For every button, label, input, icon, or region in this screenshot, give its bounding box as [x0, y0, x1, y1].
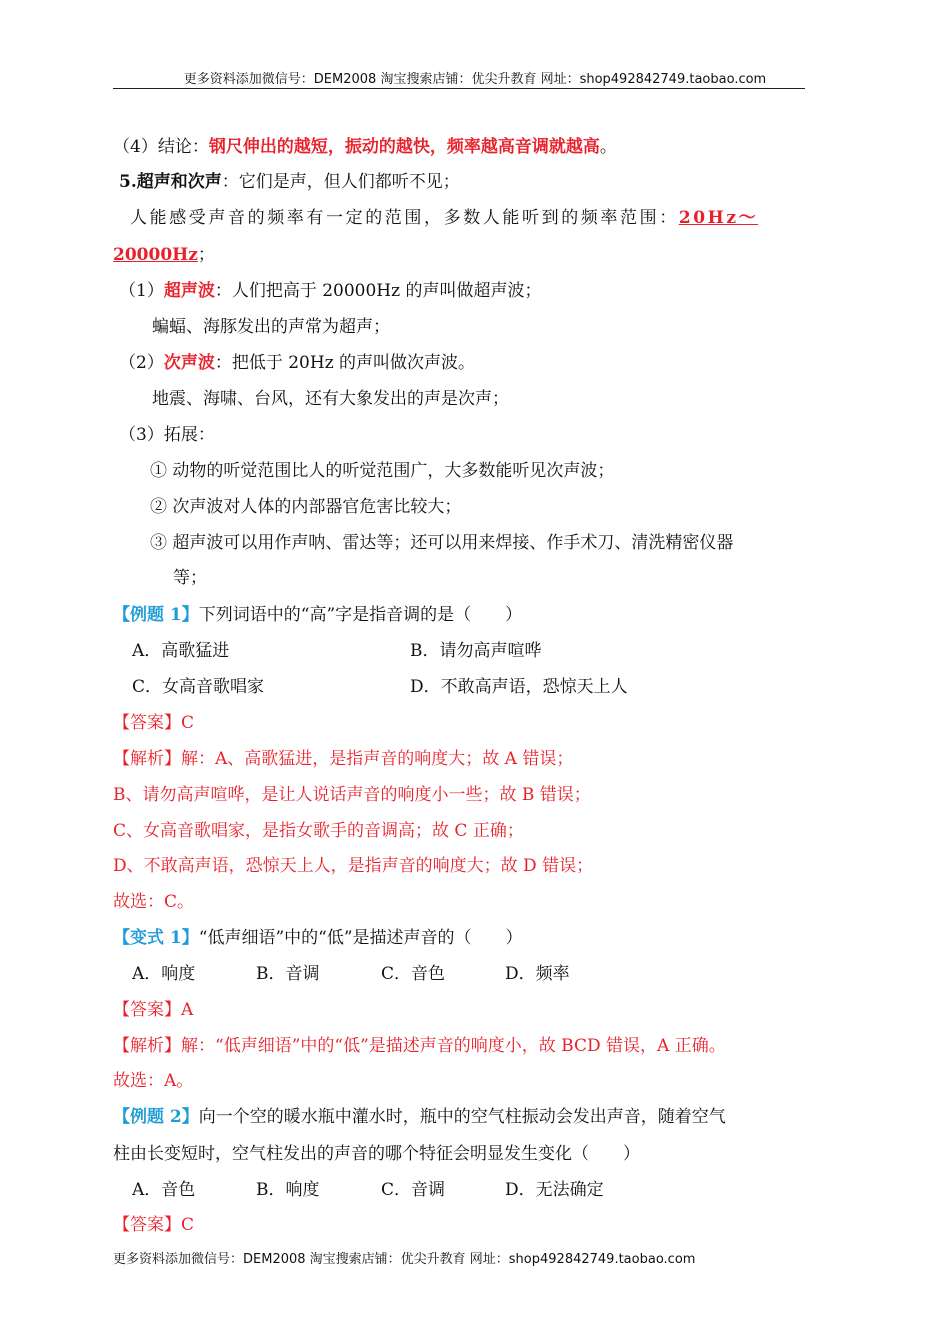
example1-option-b: B．请勿高声喧哗 [410, 641, 542, 661]
example1-answer-line [113, 712, 194, 734]
variant1-option-b: B．音调 [256, 964, 320, 984]
example2-option-d: D．无法确定 [505, 1180, 604, 1200]
extension-item-1: ① 动物的听觉范围比人的听觉范围广，大多数能听见次声波； [150, 461, 615, 481]
conclusion-prefix: （4）结论： [113, 137, 209, 157]
example2-question-line-2: 柱由长变短时，空气柱发出的声音的哪个特征会明显发生变化（ ） [113, 1144, 640, 1164]
example2-question-1: 向一个空的暖水瓶中灌水时，瓶中的空气柱振动会发出声音，随着空气 [198, 1107, 726, 1127]
variant1-answer-tag: 【答案】 [113, 1000, 181, 1020]
extension-item-2: ② 次声波对人体的内部器官危害比较大； [150, 497, 462, 517]
example1-analysis-2: B、请勿高声喧哗，是让人说话声音的响度小一些；故 B 错误； [113, 785, 591, 805]
variant1-question-line [113, 927, 523, 949]
range-text: 人能感受声音的频率有一定的范围，多数人能听到的频率范围： [130, 208, 679, 228]
infrasound-prefix: （2） [119, 353, 164, 373]
example1-analysis-4: D、不敢高声语，恐惊天上人，是指声音的响度大；故 D 错误； [113, 856, 594, 876]
example2-tag: 【例题 2】 [113, 1107, 199, 1127]
range-value-b: 20000Hz [113, 245, 198, 265]
example1-analysis-3: C、女高音歌唱家，是指女歌手的音调高；故 C 正确； [113, 821, 524, 841]
extension-item-3-cont: 等； [173, 568, 207, 588]
ultrasound-term: 超声波 [163, 281, 215, 301]
example1-answer: C [181, 713, 195, 733]
ultrasound-line [119, 280, 542, 302]
example1-option-c: C．女高音歌唱家 [132, 677, 265, 697]
ultrasound-text: ：人们把高于 20000Hz 的声叫做超声波； [214, 281, 542, 301]
example1-answer-tag: 【答案】 [113, 713, 181, 733]
example1-option-d: D．不敢高声语，恐惊天上人 [410, 677, 628, 697]
example1-analysis-1: 解：A、高歌猛进，是指声音的响度大；故 A 错误； [181, 749, 574, 769]
ultrasound-prefix: （1） [119, 281, 164, 301]
range-line-2 [113, 244, 215, 266]
page-footer: 更多资料添加微信号：DEM2008 淘宝搜索店铺：优尖升教育 网址：shop492842749.taobao.com [113, 1252, 696, 1267]
example1-analysis-tag: 【解析】 [113, 749, 181, 769]
variant1-option-a: A．响度 [132, 964, 196, 984]
header-rule [113, 88, 805, 89]
variant1-analysis: 解：“低声细语”中的“低”是描述声音的响度小，故 BCD 错误，A 正确。 [181, 1036, 726, 1056]
example2-option-c: C．音调 [381, 1180, 446, 1200]
conclusion-text: 钢尺伸出的越短，振动的越快，频率越高音调就越高 [208, 137, 600, 157]
page-header: 更多资料添加微信号：DEM2008 淘宝搜索店铺：优尖升教育 网址：shop492842749.taobao.com [183, 72, 767, 87]
range-value-a: 20Hz～ [678, 208, 759, 228]
example2-option-b: B．响度 [256, 1180, 320, 1200]
extension-item-3: ③ 超声波可以用作声呐、雷达等；还可以用来焊接、作手术刀、清洗精密仪器 [150, 533, 734, 553]
example2-answer: C [181, 1215, 195, 1235]
variant1-choose: 故选：A。 [113, 1071, 194, 1091]
example1-question-line [113, 604, 522, 626]
example2-answer-line [113, 1214, 194, 1236]
example1-question: 下列词语中的“高”字是指音调的是（ ） [198, 605, 523, 625]
example1-choose: 故选：C。 [113, 892, 195, 912]
extension-heading: （3）拓展： [119, 425, 215, 445]
example1-analysis-line [113, 748, 573, 770]
infrasound-line [119, 352, 475, 374]
range-line-1 [130, 207, 758, 229]
example2-question-line-1 [113, 1106, 726, 1128]
variant1-option-d: D．频率 [505, 964, 570, 984]
infrasound-text: ：把低于 20Hz 的声叫做次声波。 [214, 353, 476, 373]
variant1-option-c: C．音色 [381, 964, 446, 984]
example2-answer-tag: 【答案】 [113, 1215, 181, 1235]
variant1-analysis-tag: 【解析】 [113, 1036, 181, 1056]
section5-title-line [119, 171, 460, 193]
example1-option-a: A．高歌猛进 [132, 641, 230, 661]
conclusion-line [113, 136, 617, 158]
variant1-answer-line [113, 999, 193, 1021]
conclusion-suffix: 。 [599, 137, 617, 157]
section5-title: 5.超声和次声 [119, 172, 222, 192]
ultrasound-sub: 蝙蝠、海豚发出的声常为超声； [152, 317, 390, 337]
variant1-tag: 【变式 1】 [113, 928, 199, 948]
infrasound-term: 次声波 [163, 353, 215, 373]
range-end: ； [197, 245, 215, 265]
variant1-question: “低声细语”中的“低”是描述声音的（ ） [198, 928, 523, 948]
section5-rest: ：它们是声，但人们都听不见； [221, 172, 460, 192]
infrasound-sub: 地震、海啸、台风，还有大象发出的声是次声； [152, 389, 509, 409]
example2-option-a: A．音色 [132, 1180, 196, 1200]
example1-tag: 【例题 1】 [113, 605, 199, 625]
variant1-analysis-line [113, 1035, 726, 1057]
variant1-answer: A [181, 1000, 194, 1020]
